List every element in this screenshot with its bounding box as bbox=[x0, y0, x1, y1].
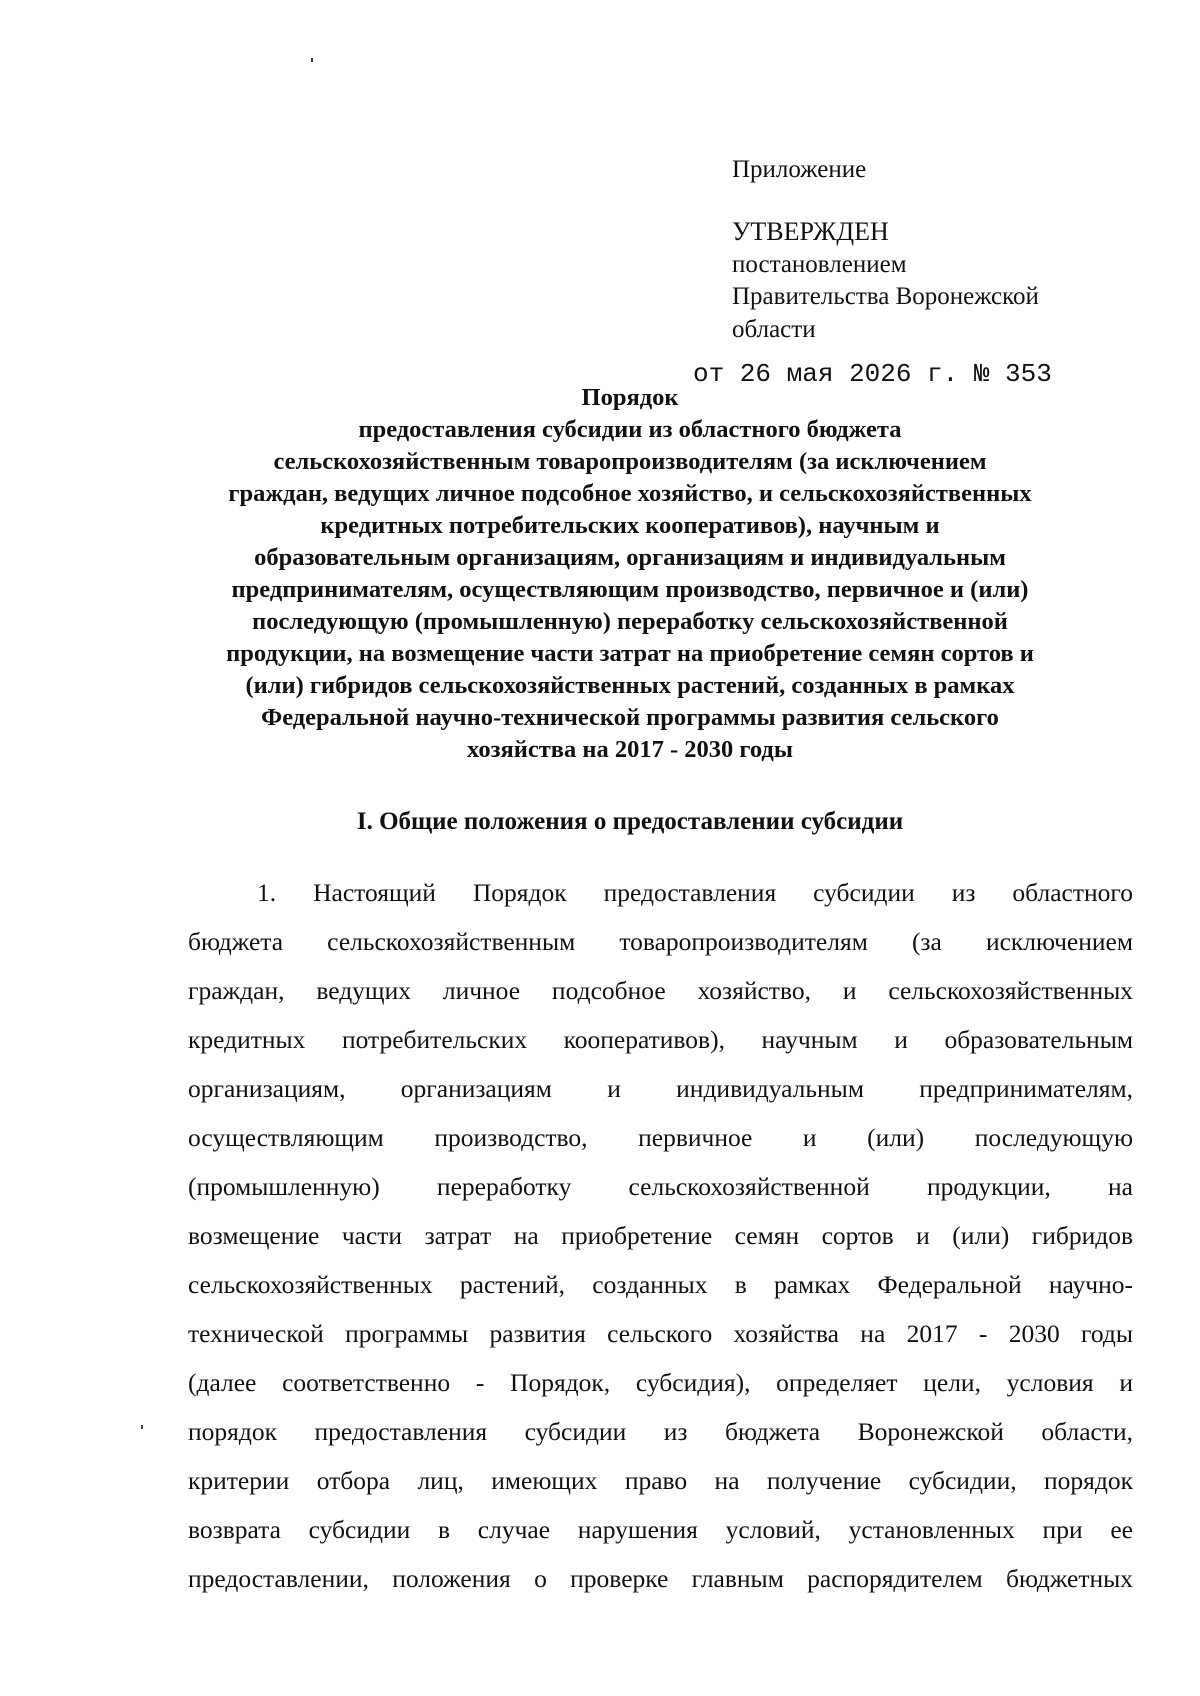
section-heading: I. Общие положения о предоставлении субсидии bbox=[356, 808, 904, 835]
title-line: последующую (промышленную) переработку сельскохозяйственной bbox=[252, 608, 1008, 635]
approval-block bbox=[732, 216, 1039, 346]
registration-stamp: от 26 мая 2026 г. № 353 bbox=[693, 359, 1052, 389]
approved-line: Правительства Воронежской bbox=[732, 283, 1039, 310]
title-line: предоставления субсидии из областного бюджета bbox=[358, 416, 902, 443]
body-paragraph bbox=[188, 868, 1133, 1603]
paragraph-line: кредитных потребительских кооперативов), научным и образовательным bbox=[188, 1025, 1133, 1054]
title-line: предпринимателям, осуществляющим производство, первичное и (или) bbox=[231, 576, 1029, 603]
paragraph-line: возмещение части затрат на приобретение семян сортов и (или) гибридов bbox=[188, 1221, 1133, 1250]
paragraph-line: сельскохозяйственных растений, созданных в рамках Федеральной научно- bbox=[188, 1270, 1133, 1299]
paragraph-line: бюджета сельскохозяйственным товаропроизводителям (за исключением bbox=[188, 927, 1133, 956]
paragraph-line: осуществляющим производство, первичное и (или) последующую bbox=[188, 1123, 1133, 1152]
paragraph-line: организациям, организациям и индивидуальным предпринимателям, bbox=[188, 1074, 1133, 1103]
title-line: хозяйства на 2017 - 2030 годы bbox=[467, 736, 793, 763]
title-line: граждан, ведущих личное подсобное хозяйство, и сельскохозяйственных bbox=[228, 480, 1032, 507]
paragraph-line: порядок предоставления субсидии из бюджета Воронежской области, bbox=[188, 1417, 1133, 1446]
approved-line: постановлением bbox=[732, 250, 907, 278]
title-line: образовательным организациям, организациям и индивидуальным bbox=[254, 544, 1006, 571]
title-line: Порядок bbox=[581, 384, 679, 411]
title-line: (или) гибридов сельскохозяйственных растений, созданных в рамках bbox=[245, 672, 1015, 699]
approved-line: области bbox=[732, 315, 816, 343]
scan-speck bbox=[311, 58, 313, 62]
appendix-label: Приложение bbox=[732, 156, 867, 183]
paragraph-line: 1. Настоящий Порядок предоставления субсидии из областного bbox=[257, 878, 1133, 907]
title-line: сельскохозяйственным товаропроизводителям (за исключением bbox=[273, 448, 987, 475]
document-title bbox=[175, 382, 1085, 766]
paragraph-line: (далее соответственно - Порядок, субсидия), определяет цели, условия и bbox=[188, 1368, 1133, 1397]
paragraph-line: технической программы развития сельского хозяйства на 2017 - 2030 годы bbox=[188, 1319, 1133, 1348]
paragraph-line: критерии отбора лиц, имеющих право на получение субсидии, порядок bbox=[188, 1466, 1133, 1495]
title-line: кредитных потребительских кооперативов), научным и bbox=[320, 512, 940, 539]
paragraph-line: предоставлении, положения о проверке главным распорядителем бюджетных bbox=[188, 1564, 1133, 1593]
scan-speck bbox=[141, 1425, 143, 1429]
paragraph-line: (промышленную) переработку сельскохозяйственной продукции, на bbox=[188, 1172, 1133, 1201]
title-line: продукции, на возмещение части затрат на приобретение семян сортов и bbox=[226, 640, 1034, 667]
approved-heading: УТВЕРЖДЕН bbox=[732, 217, 889, 246]
paragraph-line: граждан, ведущих личное подсобное хозяйство, и сельскохозяйственных bbox=[188, 976, 1133, 1005]
title-line: Федеральной научно-технической программы развития сельского bbox=[261, 704, 999, 731]
paragraph-line: возврата субсидии в случае нарушения условий, установленных при ее bbox=[188, 1515, 1133, 1544]
